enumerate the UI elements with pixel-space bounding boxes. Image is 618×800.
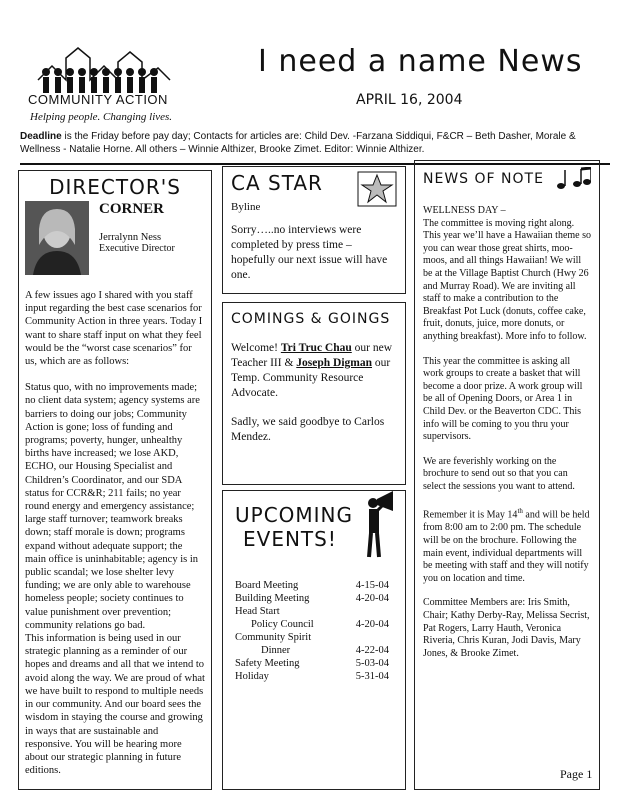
upcoming-events-box: [222, 490, 406, 790]
event-name: Community Spirit: [235, 632, 312, 643]
list-item: [235, 670, 389, 683]
list-item: [235, 618, 389, 631]
upcoming-title-line1: UPCOMING: [235, 503, 354, 527]
list-item: [235, 605, 389, 618]
director-photo: [25, 201, 89, 275]
event-name: Safety Meeting: [235, 658, 300, 669]
wellness-p2: This year the committee is asking all work groups to create a basket that will become a door prize. A work group will be all of Opening Doors, or Area 1 in Child Dev. or the Beaverton CDC. This info will be coming to you thru your supervisors.: [423, 355, 583, 443]
list-item: [235, 592, 389, 605]
event-date: 5-03-04: [355, 658, 389, 669]
comings-goings-title: COMINGS & GOINGS: [231, 311, 391, 327]
ca-star-title: CA STAR: [231, 171, 323, 195]
list-item: [235, 631, 389, 644]
ca-star-byline: Byline: [231, 201, 261, 213]
newsletter-title: I need a name News: [258, 44, 583, 79]
event-name: Board Meeting: [235, 580, 299, 591]
directors-intro: A few issues ago I shared with you staff input regarding the best case scenarios for Community Action in three years. Today I want to share staff input on what they feel would be the “worst case scenarios” for us, which are as follows:: [25, 290, 203, 368]
event-name: Holiday: [235, 671, 269, 682]
event-name: Policy Council: [251, 619, 314, 630]
event-date: 4-15-04: [355, 580, 389, 591]
wellness-p4: [423, 505, 591, 585]
wellness-heading: WELLNESS DAY –: [423, 205, 506, 216]
org-tagline: Helping people. Changing lives.: [30, 111, 173, 123]
welcome-b: our new Teacher III &: [231, 342, 393, 369]
list-item: [235, 644, 389, 657]
issue-date: APRIL 16, 2004: [356, 92, 463, 108]
list-item: [235, 579, 389, 592]
wellness-p4a: Remember it is May 14: [423, 509, 518, 521]
wellness-p3: We are feverishly working on the brochure to send out so that you can select the sessions you want to attend.: [423, 455, 575, 492]
ca-star-text: Sorry…..no interviews were completed by press time – hopefully our next issue will have one.: [231, 224, 388, 281]
deadline-text: is the Friday before pay day; Contacts for articles are: Child Dev. -Farzana Siddiqui, F&CR – Beth Dasher, Morale & Wellness - Natalie Horne. All others – Winnie Althizer, Brooke Zimet. Editor: Winnie Althizer.: [20, 131, 576, 155]
wellness-p4-sup: th: [517, 507, 523, 516]
event-name: Dinner: [261, 645, 291, 656]
event-date: 4-20-04: [355, 619, 389, 630]
corner-heading: CORNER: [99, 201, 165, 217]
welcome-c: our Temp. Community Resource Advocate.: [231, 357, 391, 399]
new-hire-1: Tri Truc Chau: [280, 342, 352, 354]
welcome-a: Welcome!: [231, 342, 281, 354]
deadline-label: Deadline: [20, 131, 62, 142]
event-date: 5-31-04: [355, 671, 389, 682]
wellness-p1: The committee is moving right along. This year we’ll have a Hawaiian theme so you can wear those great shirts, moo-moos, and all things Hawaiian! We will be at the Village Baptist Church (Hwy 26 and Murray Road). We are inviting all staff to make a contribution to the Breakfast Pot Luck (donuts, coffee cake, fruit, donuts, juice, more donuts, or anything breakfast). More info to follow.: [423, 217, 591, 342]
event-name: Head Start: [235, 606, 280, 617]
director-role: Executive Director: [99, 243, 175, 254]
committee-members: Committee Members are: Iris Smith, Chair; Kathy Derby-Ray, Melissa Secrist, Pat Rogers, Larry Hauth, Veronica Riveria, Chris Kuran, Jodi Davis, Mary Jones, & Brooke Zimet.: [423, 597, 590, 659]
directors-closing: This information is being used in our strategic planning as a reminder of our hopes and dreams and all that we intend to avoid along the way. We are proud of what we have built to respond to multiple needs in our community. And our board sees the wisdom in staying the course and growing in ways that are sustainable and responsive. You will be hearing more about our strategic planning in future editions.: [25, 633, 205, 777]
new-hire-2: Joseph Digman: [296, 357, 373, 369]
upcoming-title-line2: EVENTS!: [243, 527, 337, 551]
welcome-text: [231, 341, 397, 401]
events-list: [235, 579, 393, 683]
music-notes-icon: [555, 167, 591, 191]
star-badge-icon: [357, 171, 397, 207]
megaphone-person-icon: [359, 489, 399, 559]
worst-case-list: Status quo, with no improvements made; no client data system; agency systems are barriers to doing our jobs; Community Action is gone; loss of funding and programs; poverty, hunger, unhealthy births have increased; we lose AKD, ECHO, our Housing Specialist and Children’s Coordinator, and our SDA status for CCR&R; 211 fails; no year round energy and emergency assistance; large staff turnover; teamwork breaks down; staff morale is down; programs expand without adequate support; the main office is uninhabitable; agency is in public scandal; we lose shelter levy funding; we are only able to warehouse homeless people; society continues to value punishment over prevention; community relations go bad.: [25, 382, 200, 631]
list-item: [235, 657, 389, 670]
directors-corner-box: [18, 170, 212, 790]
news-of-note-title: NEWS OF NOTE: [423, 171, 544, 187]
comings-goings-box: [222, 302, 406, 485]
wellness-p4b: and will be held from 8:00 am to 2:00 pm. The schedule will be on the brochure. Following the main event, individual departments will be meeting with staff and they will notify you on location and time.: [423, 509, 590, 584]
director-name: Jerralynn Ness: [99, 232, 162, 243]
event-name: Building Meeting: [235, 593, 310, 604]
news-of-note-box: [414, 160, 600, 790]
event-date: 4-20-04: [355, 593, 389, 604]
directors-corner-title: DIRECTOR'S: [49, 175, 181, 199]
goodbye-text: Sadly, we said goodbye to Carlos Mendez.: [231, 416, 385, 443]
event-date: 4-22-04: [355, 645, 389, 656]
org-name: COMMUNITY ACTION: [28, 92, 168, 107]
ca-star-box: [222, 166, 406, 294]
deadline-notice: [20, 130, 604, 156]
page-number: Page 1: [560, 767, 593, 781]
